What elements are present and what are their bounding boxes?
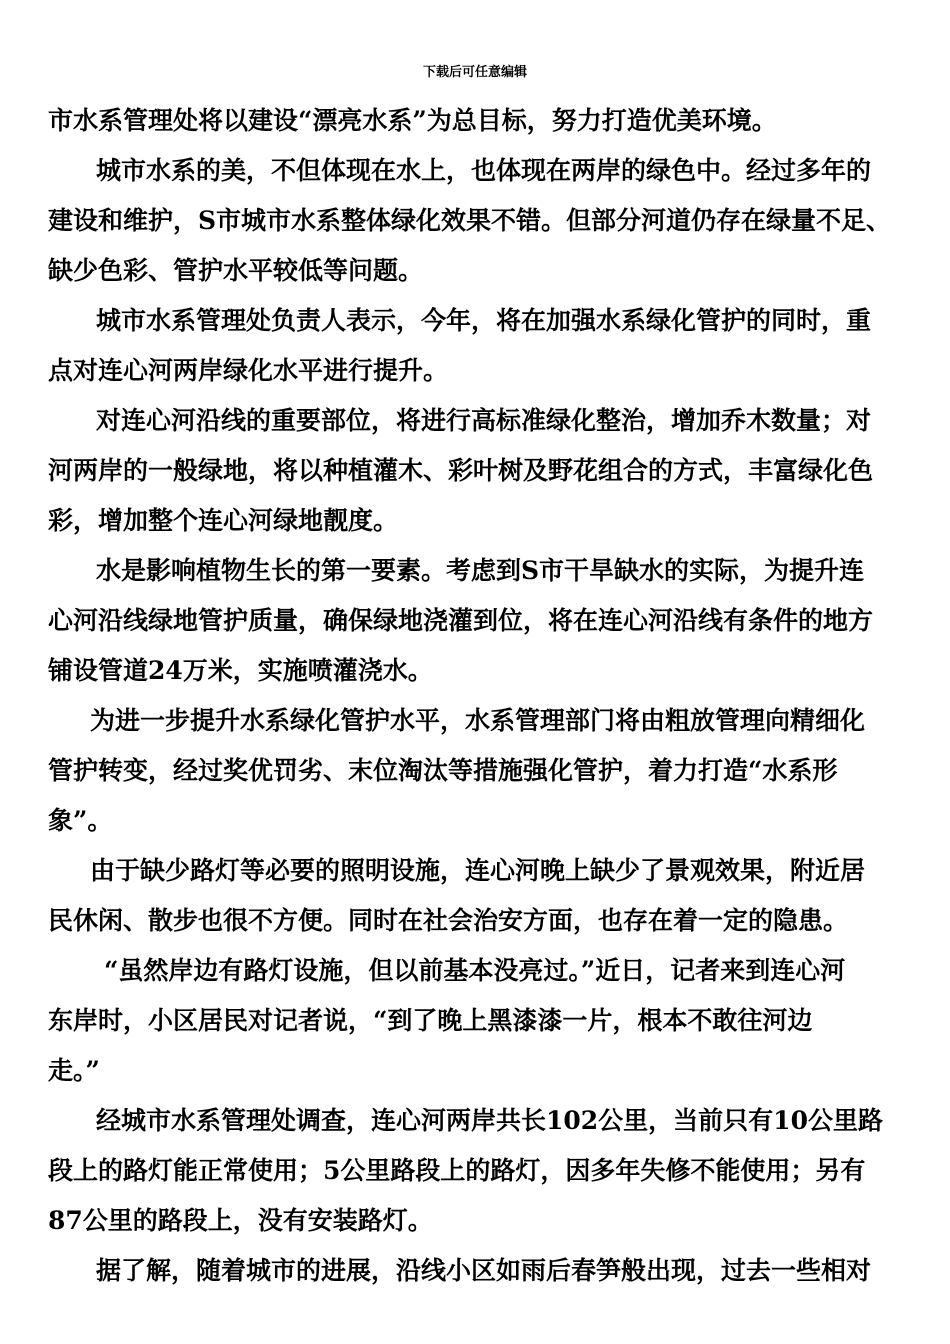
text-line: 彩，增加整个连心河绿地靓度。 <box>48 506 399 535</box>
document-body <box>48 96 908 1296</box>
text-line: 点对连心河两岸绿化水平进行提升。 <box>48 356 449 385</box>
text-line: 市水系管理处将以建设“漂亮水系”为总目标，努力打造优美环境。 <box>48 106 777 135</box>
text-line: 由于缺少路灯等必要的照明设施，连心河晚上缺少了景观效果，附近居 <box>90 856 866 885</box>
text-line: 走。” <box>48 1056 100 1085</box>
text-line: 建设和维护，S市城市水系整体绿化效果不错。但部分河道仍存在绿量不足、 <box>48 206 892 235</box>
text-line: 心河沿线绿地管护质量，确保绿地浇灌到位，将在连心河沿线有条件的地方 <box>48 606 874 635</box>
text-line: 城市水系管理处负责人表示，今年，将在加强水系绿化管护的同时，重 <box>96 306 872 335</box>
text-line: 民休闲、散步也很不方便。同时在社会治安方面，也存在着一定的隐患。 <box>48 906 849 935</box>
text-line: 管护转变，经过奖优罚劣、末位淘汰等措施强化管护，着力打造“水系形 <box>48 756 838 785</box>
text-line: “虽然岸边有路灯设施，但以前基本没亮过。”近日，记者来到连心河 <box>104 956 846 985</box>
text-line: 87公里的路段上，没有安装路灯。 <box>48 1206 433 1235</box>
text-line: 为进一步提升水系绿化管护水平，水系管理部门将由粗放管理向精细化 <box>90 706 866 735</box>
text-line: 经城市水系管理处调查，连心河两岸共长102公里，当前只有10公里路 <box>96 1106 883 1135</box>
text-line: 东岸时，小区居民对记者说，“到了晚上黑漆漆一片，根本不敢往河边 <box>48 1006 813 1035</box>
text-line: 水是影响植物生长的第一要素。考虑到S市干旱缺水的实际，为提升连 <box>96 556 865 585</box>
text-line: 缺少色彩、管护水平较低等问题。 <box>48 256 424 285</box>
text-line: 据了解，随着城市的进展，沿线小区如雨后春笋般出现，过去一些相对 <box>96 1256 872 1285</box>
text-line: 铺设管道24万米，实施喷灌浇水。 <box>48 656 433 685</box>
page-header: 下载后可任意编辑 <box>422 65 527 80</box>
text-line: 象”。 <box>48 806 113 835</box>
text-line: 段上的路灯能正常使用；5公里路段上的路灯，因多年失修不能使用；另有 <box>48 1156 866 1185</box>
text-line: 对连心河沿线的重要部位，将进行高标准绿化整治，增加乔木数量；对 <box>96 406 872 435</box>
text-line: 河两岸的一般绿地，将以种植灌木、彩叶树及野花组合的方式，丰富绿化色 <box>48 456 874 485</box>
text-line: 城市水系的美，不但体现在水上，也体现在两岸的绿色中。经过多年的 <box>96 156 872 185</box>
